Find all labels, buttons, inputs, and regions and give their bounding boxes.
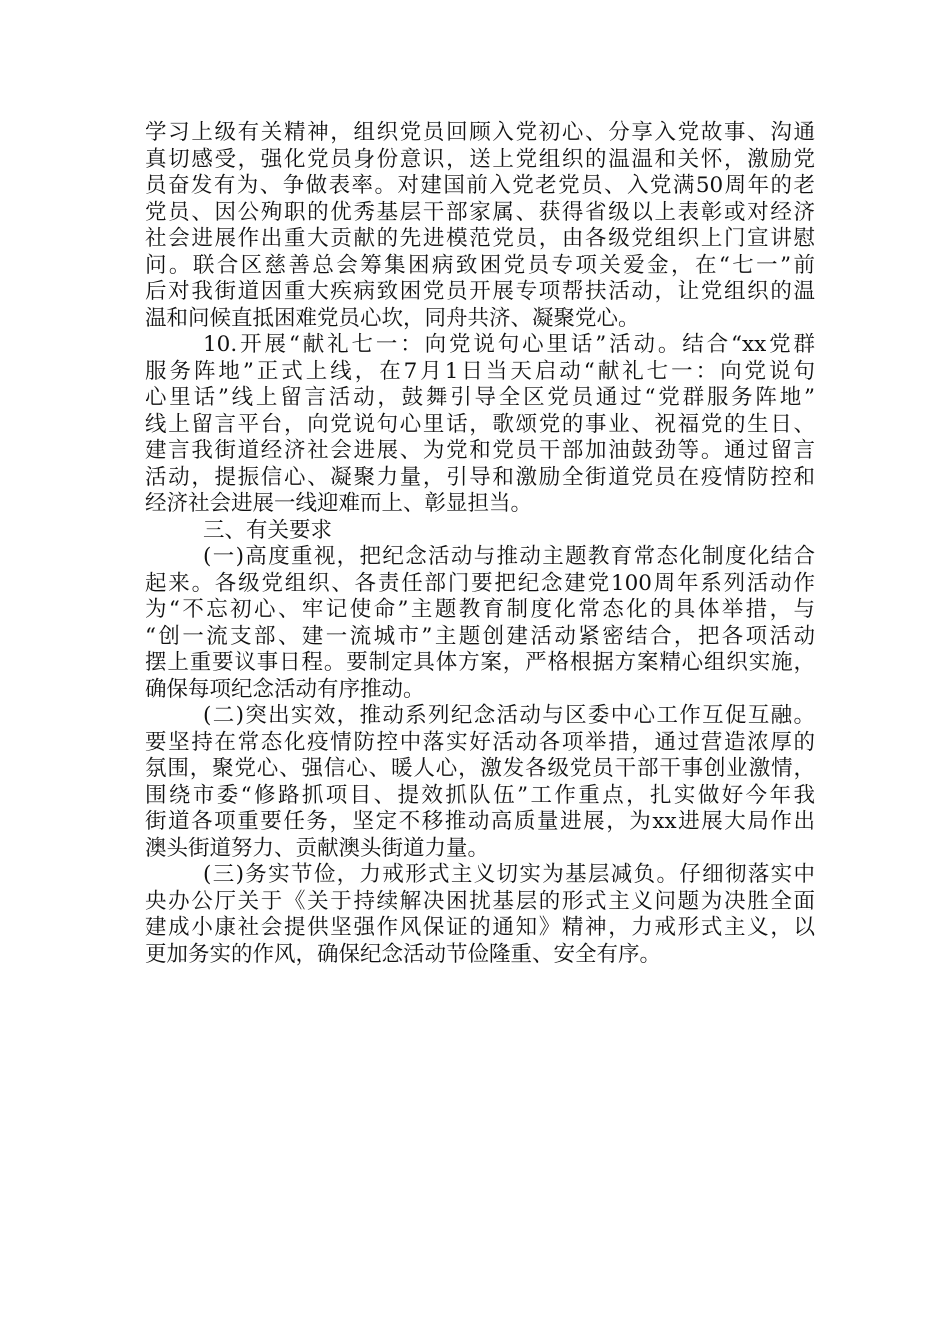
- text-line: 确保每项纪念活动有序推动。: [145, 676, 425, 702]
- text-line: 真切感受，强化党员身份意识，送上党组织的温温和关怀，激励党: [145, 146, 815, 172]
- paragraph-item-10: [145, 332, 815, 518]
- text-line: 10.开展“献礼七一：向党说句心里话”活动。结合“xx党群: [203, 332, 815, 357]
- text-line: 街道各项重要任务，坚定不移推动高质量进展，为xx进展大局作出: [145, 809, 815, 834]
- text-line: 温和问候直抵困难党员心坎，同舟共济、凝聚党心。: [145, 305, 640, 331]
- paragraph-requirement-1: [145, 544, 815, 703]
- text-line: 摆上重要议事日程。要制定具体方案，严格根据方案精心组织实施，: [145, 650, 815, 675]
- text-line: 建言我街道经济社会进展、为党和党员干部加油鼓劲等。通过留言: [145, 438, 815, 463]
- section-heading: 三、有关要求: [203, 517, 333, 543]
- text-line: 线上留言平台，向党说句心里话，歌颂党的事业、祝福党的生日、: [145, 411, 815, 437]
- paragraph-requirement-3: [145, 862, 815, 968]
- text-line: (一)高度重视，把纪念活动与推动主题教育常态化制度化结合: [203, 544, 815, 569]
- text-line: 社会进展作出重大贡献的先进模范党员，由各级党组织上门宣讲慰: [145, 226, 815, 251]
- text-line: 围绕市委“修路抓项目、提效抓队伍”工作重点，扎实做好今年我: [145, 782, 815, 808]
- text-line: 心里话”线上留言活动，鼓舞引导全区党员通过“党群服务阵地”: [145, 385, 815, 410]
- paragraph-continued: [145, 120, 815, 332]
- text-line: “创一流支部、建一流城市”主题创建活动紧密结合，把各项活动: [145, 623, 815, 649]
- text-line: 要坚持在常态化疫情防控中落实好活动各项举措，通过营造浓厚的: [145, 729, 815, 755]
- text-line: 建成小康社会提供坚强作风保证的通知》精神，力戒形式主义，以: [145, 915, 815, 940]
- text-line: 央办公厅关于《关于持续解决困扰基层的形式主义问题为决胜全面: [145, 888, 815, 914]
- document-page: [145, 120, 815, 968]
- text-line: 为“不忘初心、牢记使命”主题教育制度化常态化的具体举措，与: [145, 597, 815, 622]
- text-line: 服务阵地”正式上线，在7月1日当天启动“献礼七一：向党说句: [145, 358, 815, 384]
- text-line: 学习上级有关精神，组织党员回顾入党初心、分享入党故事、沟通: [145, 120, 815, 145]
- text-line: 问。联合区慈善总会筹集困病致困党员专项关爱金，在“七一”前: [145, 252, 815, 278]
- text-line: 澳头街道努力、贡献澳头街道力量。: [145, 835, 490, 861]
- paragraph-requirement-2: [145, 703, 815, 862]
- text-line: 活动，提振信心、凝聚力量，引导和激励全街道党员在疫情防控和: [145, 464, 815, 490]
- text-line: 经济社会进展一线迎难而上、彰显担当。: [145, 491, 533, 516]
- text-line: 党员、因公殉职的优秀基层干部家属、获得省级以上表彰或对经济: [145, 199, 815, 225]
- text-line: 员奋发有为、争做表率。对建国前入党老党员、入党满50周年的老: [145, 173, 815, 198]
- text-line: 起来。各级党组织、各责任部门要把纪念建党100周年系列活动作: [145, 570, 815, 596]
- text-line: (二)突出实效，推动系列纪念活动与区委中心工作互促互融。: [203, 703, 815, 728]
- text-line: 氛围，聚党心、强信心、暖人心，激发各级党员干部干事创业激情，: [145, 756, 815, 781]
- text-line: 更加务实的作风，确保纪念活动节俭隆重、安全有序。: [145, 941, 662, 967]
- text-line: 后对我街道因重大疾病致困党员开展专项帮扶活动，让党组织的温: [145, 279, 815, 304]
- text-line: (三)务实节俭，力戒形式主义切实为基层减负。仔细彻落实中: [203, 862, 815, 887]
